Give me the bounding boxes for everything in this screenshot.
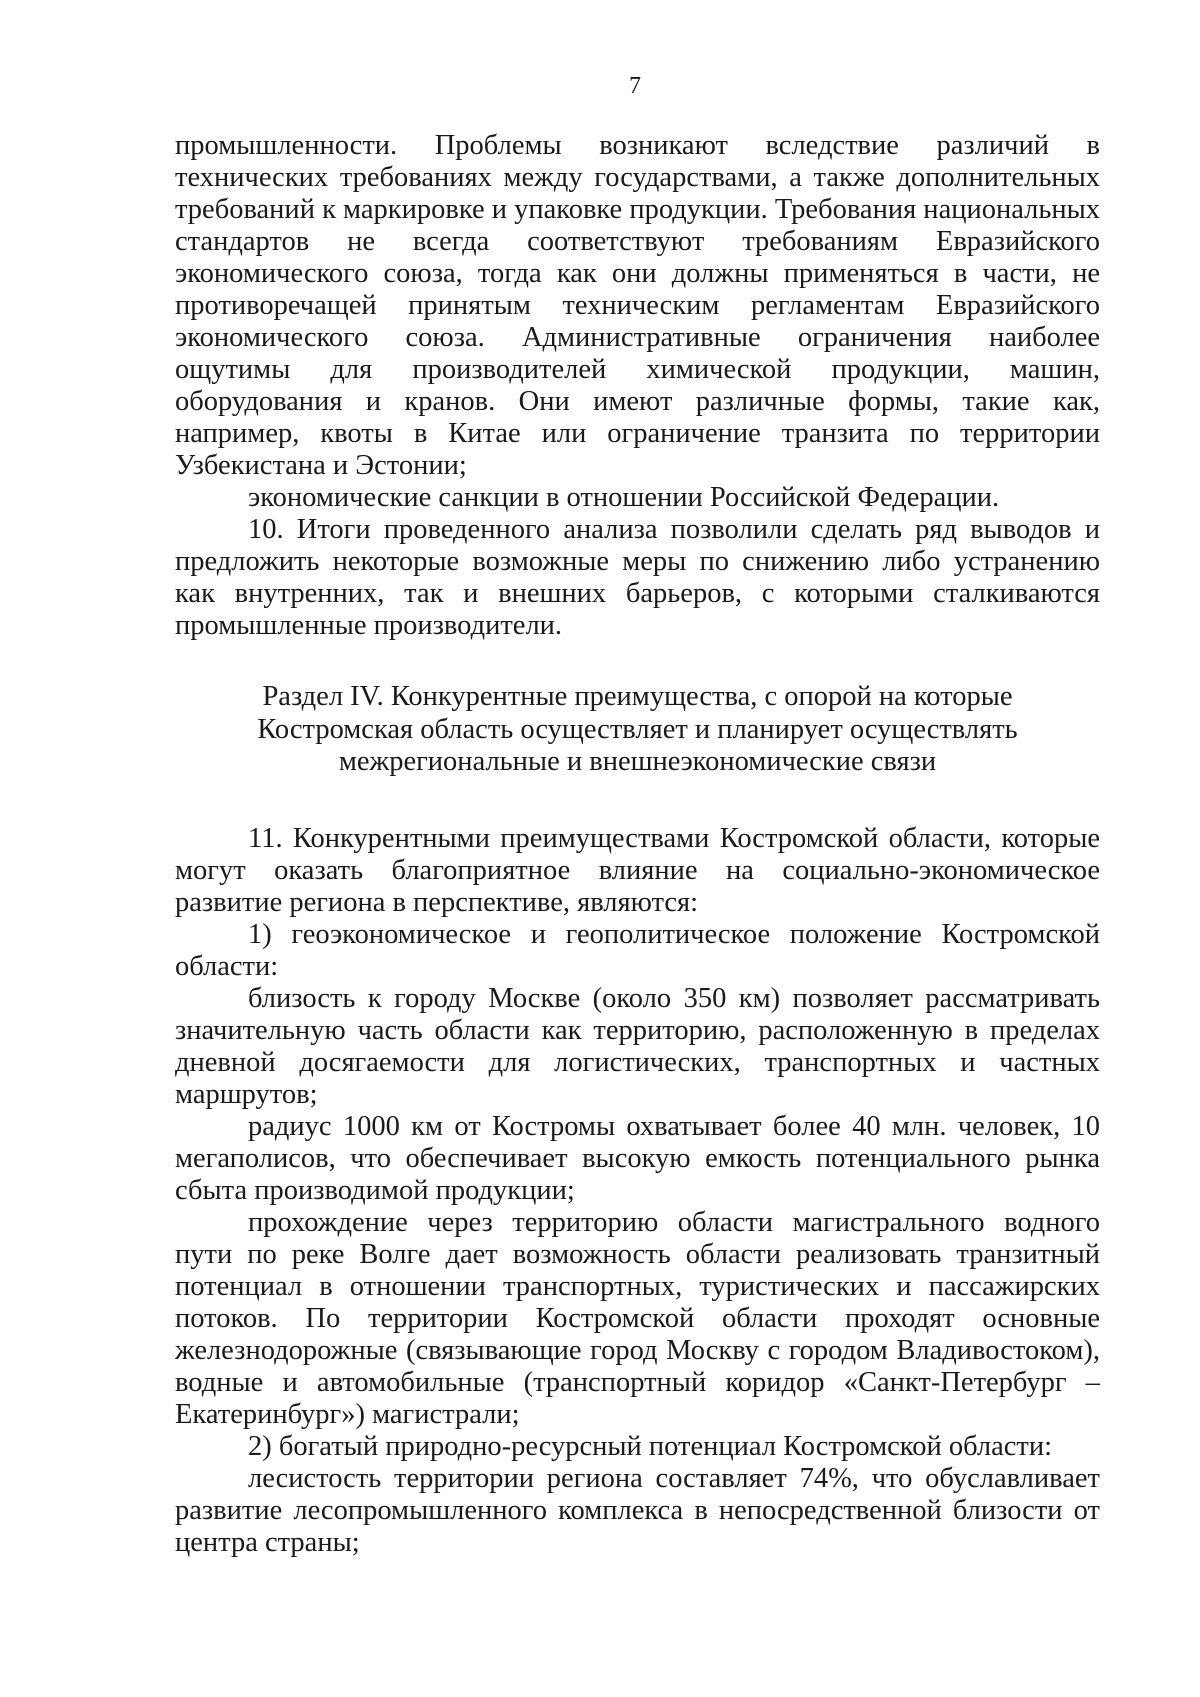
paragraph-point-10: 10. Итоги проведенного анализа позволили сделать ряд выводов и предложить некоторые возможные меры по снижению либо устранению как внутренних, так и внешних барьеров, с которыми сталкиваются промышленные производители. bbox=[175, 514, 1100, 641]
paragraph-radius: радиус 1000 км от Костромы охватывает более 40 млн. человек, 10 мегаполисов, что обеспечивает высокую емкость потенциального рынка сбыта производимой продукции; bbox=[175, 1110, 1100, 1206]
paragraph-industry-problems: промышленности. Проблемы возникают вследствие различий в технических требованиях между государствами, а также дополнительных требований к маркировке и упаковке продукции. Требования национальных стандартов не всегда соответствуют требованиям Евразийского экономического союза, тогда как они должны применяться в части, не противоречащей принятым техническим регламентам Евразийского экономического союза. Административные ограничения наиболее ощутимы для производителей химической продукции, машин, оборудования и кранов. Они имеют различные формы, такие как, например, квоты в Китае или ограничение транзита по территории Узбекистана и Эстонии; bbox=[175, 130, 1100, 481]
page-number: 7 bbox=[629, 73, 641, 99]
section-heading-line-1: Раздел IV. Конкурентные преимущества, с опорой на которые bbox=[262, 681, 1013, 712]
document-body bbox=[175, 130, 1100, 1559]
paragraph-moscow-proximity: близость к городу Москве (около 350 км) позволяет рассматривать значительную часть области как территорию, расположенную в пределах дневной досягаемости для логистических, транспортных и частных маршрутов; bbox=[175, 982, 1100, 1110]
section-heading-line-3: межрегиональные и внешнеэкономические связи bbox=[338, 746, 937, 777]
paragraph-sanctions: экономические санкции в отношении Российской Федерации. bbox=[248, 482, 1000, 513]
spacer bbox=[175, 642, 1100, 681]
paragraph-item-1: 1) геоэкономическое и геополитическое положение Костромской области: bbox=[175, 918, 1100, 982]
section-heading bbox=[175, 681, 1100, 779]
paragraph-volga-transit: прохождение через территорию области магистрального водного пути по реке Волге дает возможность области реализовать транзитный потенциал в отношении транспортных, туристических и пассажирских потоков. По территории Костромской области проходят основные железнодорожные (связывающие город Москву с городом Владивостоком), водные и автомобильные (транспортный коридор «Санкт-Петербург – Екатеринбург») магистрали; bbox=[175, 1206, 1100, 1430]
spacer bbox=[175, 779, 1100, 823]
paragraph-item-2: 2) богатый природно-ресурсный потенциал Костромской области: bbox=[248, 1430, 1053, 1462]
section-heading-line-2: Костромская область осуществляет и планирует осуществлять bbox=[257, 713, 1018, 745]
paragraph-point-11: 11. Конкурентными преимуществами Костромской области, которые могут оказать благоприятное влияние на социально-экономическое развитие региона в перспективе, являются: bbox=[175, 822, 1100, 918]
paragraph-forest-cover: лесистость территории региона составляет 74%, что обуславливает развитие лесопромышленного комплекса в непосредственной близости от центра страны; bbox=[175, 1462, 1100, 1558]
